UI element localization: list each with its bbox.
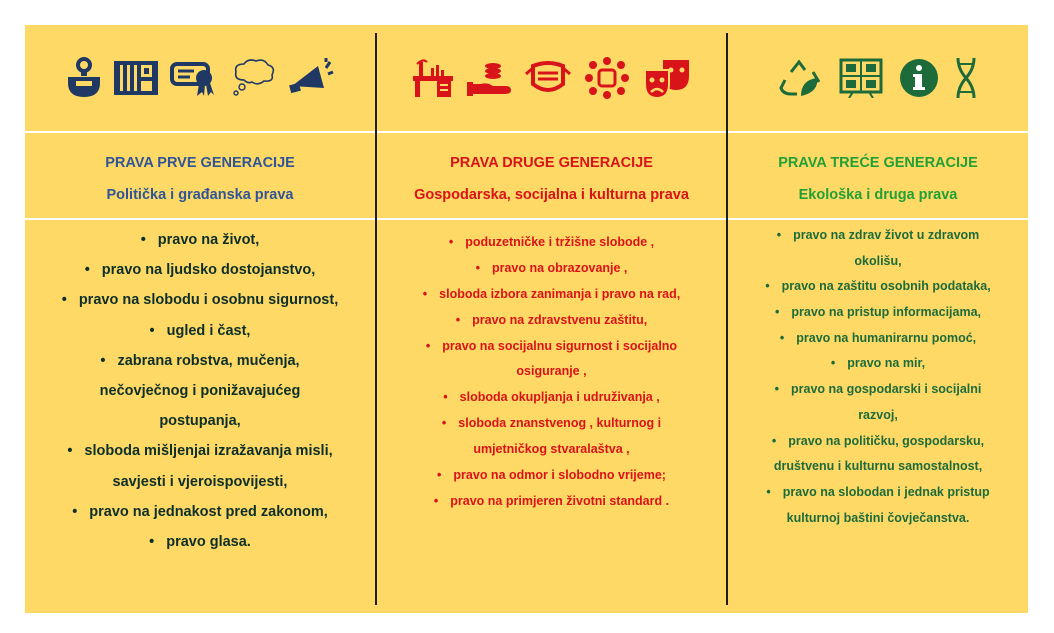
list-item: • poduzetničke i tržišne slobode ,	[448, 235, 655, 249]
rights-generations-table	[25, 25, 1028, 613]
list-item: • pravo na ljudsko dostojanstvo,	[84, 262, 316, 279]
list-item: • pravo na zdrav život u zdravom	[776, 228, 980, 242]
list-item: • sloboda izbora zanimanja i pravo na rad,	[422, 286, 681, 301]
column-title: PRAVA DRUGE GENERACIJE	[450, 155, 653, 171]
list-item: • pravo na gospodarski i socijalni	[774, 382, 982, 397]
list-item: • ugled i čast,	[149, 322, 251, 339]
list-item: • pravo na zdravstvenu zaštitu,	[455, 312, 648, 327]
header-second-generation	[377, 133, 726, 218]
theater-masks-icon	[643, 56, 693, 100]
list-item-continuation: društvenu i kulturnu samostalnost,	[773, 459, 983, 474]
list-item-continuation: osiguranje ,	[516, 364, 587, 379]
column-first-generation	[25, 25, 375, 613]
list-item: • sloboda mišljenjai izražavanja misli,	[67, 443, 333, 460]
dna-icon	[955, 57, 977, 99]
megaphone-icon	[288, 58, 334, 98]
list-item: • pravo na primjeren životni standard .	[433, 493, 670, 508]
list-item-continuation: umjetničkog stvaralaštva ,	[473, 442, 630, 457]
column-third-generation	[728, 25, 1028, 613]
diploma-icon	[170, 58, 218, 98]
list-item: • pravo na zaštitu osobnih podataka,	[765, 279, 991, 294]
column-subtitle: Politička i građanska prava	[106, 187, 294, 203]
column-title: PRAVA TREĆE GENERACIJE	[778, 155, 978, 171]
meeting-table-icon	[583, 56, 631, 100]
rights-list-first-generation	[25, 225, 375, 557]
list-item-continuation: razvoj,	[858, 407, 898, 422]
list-item: • sloboda okupljanja i udruživanja ,	[443, 390, 660, 405]
recycle-leaf-icon	[779, 58, 823, 98]
icon-row-second-generation	[377, 25, 726, 131]
pacifier-icon	[66, 57, 102, 99]
list-item: • pravo na političku, gospodarsku,	[771, 433, 985, 448]
list-item-continuation: okolišu,	[854, 253, 902, 268]
header-third-generation	[728, 133, 1028, 218]
column-second-generation	[377, 25, 726, 613]
list-item: • pravo glasa.	[149, 533, 251, 550]
icon-row-first-generation	[25, 25, 375, 131]
hand-coins-icon	[467, 58, 513, 98]
column-subtitle: Gospodarska, socijalna i kulturna prava	[414, 187, 689, 203]
face-mask-icon	[525, 58, 571, 98]
list-item: • pravo na odmor i slobodno vrijeme;	[437, 468, 666, 483]
list-item: • pravo na humanirarnu pomoć,	[779, 330, 977, 345]
header-first-generation	[25, 133, 375, 218]
info-icon	[899, 58, 939, 98]
prison-bars-icon	[114, 61, 158, 95]
list-item-continuation: savjesti i vjeroispovijesti,	[112, 473, 288, 490]
list-item-continuation: nečovječnog i ponižavajućeg	[99, 382, 301, 399]
rights-list-third-generation	[728, 223, 1028, 531]
list-item: • pravo na život,	[140, 232, 260, 248]
icon-row-third-generation	[728, 25, 1028, 131]
list-item: • sloboda znanstvenog , kulturnog i	[441, 416, 662, 431]
list-item: • pravo na mir,	[830, 356, 926, 371]
list-item: • pravo na jednakost pred zakonom,	[72, 503, 328, 520]
column-title: PRAVA PRVE GENERACIJE	[105, 155, 295, 171]
list-item-continuation: kulturnoj baštini čovječanstva.	[786, 510, 970, 525]
data-board-icon	[839, 58, 883, 98]
list-item: • pravo na pristup informacijama,	[774, 305, 982, 320]
list-item: • pravo na slobodan i jednak pristup	[766, 484, 990, 499]
list-item-continuation: postupanja,	[159, 413, 241, 430]
list-item: • pravo na socijalnu sigurnost i socijalno	[425, 338, 678, 353]
school-desk-icon	[411, 58, 455, 98]
list-item: • pravo na slobodu i osobnu sigurnost,	[61, 292, 339, 309]
rights-list-second-generation	[377, 230, 726, 515]
list-item: • zabrana robstva, mučenja,	[100, 352, 300, 369]
thought-bubble-icon	[230, 58, 276, 98]
column-subtitle: Ekološka i druga prava	[798, 187, 958, 203]
list-item: • pravo na obrazovanje ,	[475, 260, 628, 275]
